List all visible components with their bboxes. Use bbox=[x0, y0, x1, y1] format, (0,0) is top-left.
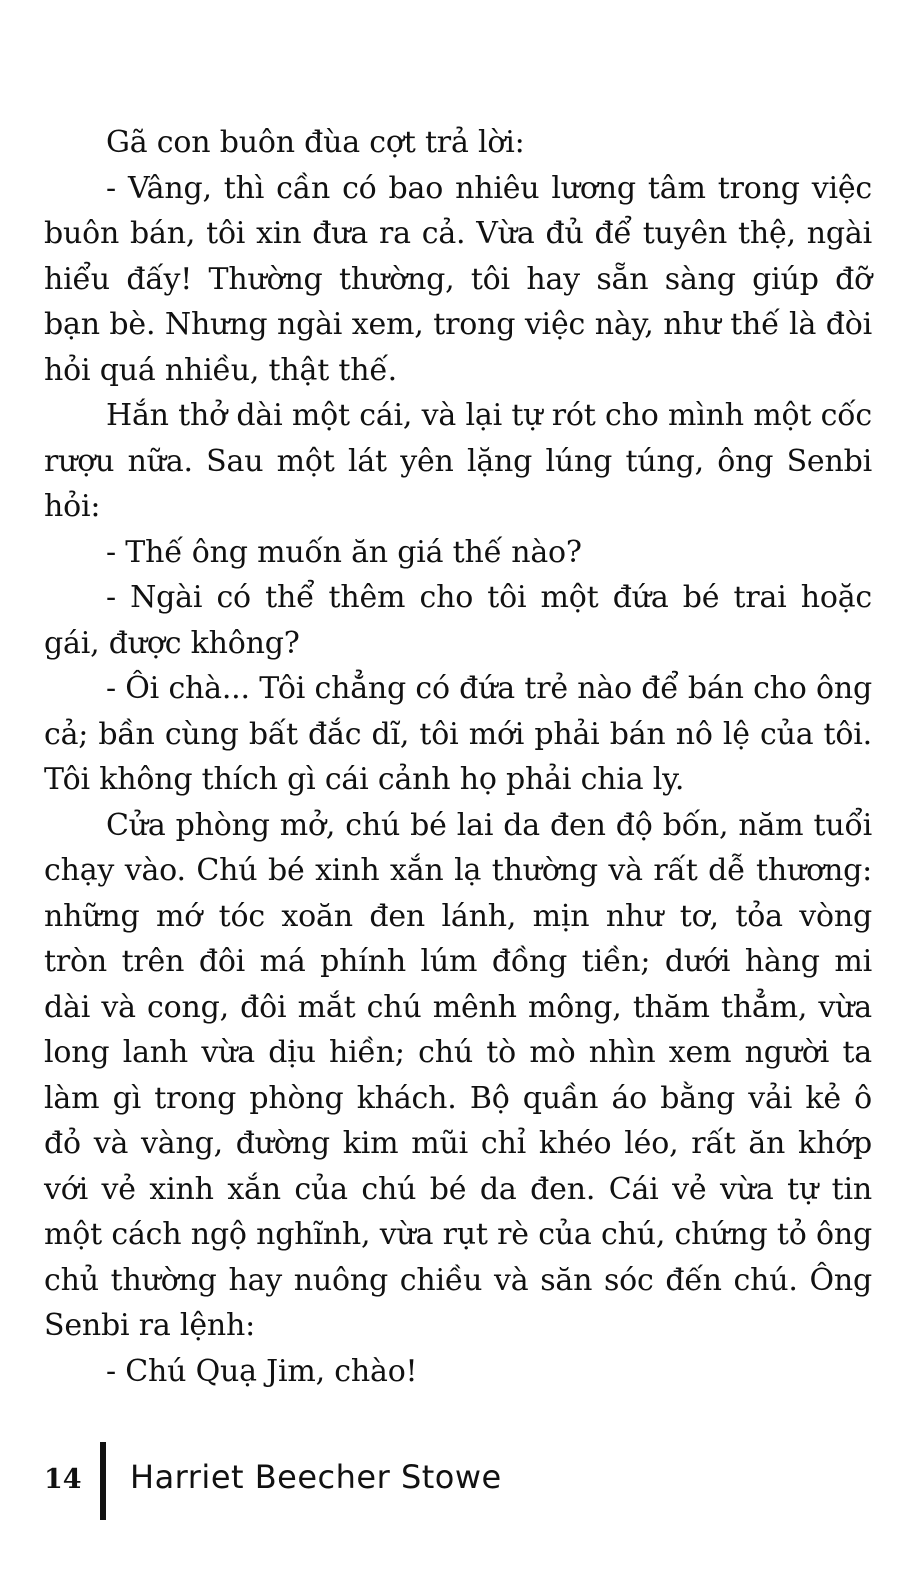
paragraph: - Chú Quạ Jim, chào! bbox=[106, 1353, 418, 1389]
paragraph: - Ngài có thể thêm cho tôi một đứa bé trai hoặc gái, được không? bbox=[44, 580, 872, 661]
page-number: 14 bbox=[44, 1464, 82, 1495]
paragraph: - Ôi chà... Tôi chẳng có đứa trẻ nào để bán cho ông cả; bần cùng bất đắc dĩ, tôi mới phải bán nô lệ của tôi. Tôi không thích gì cái cảnh họ phải chia ly. bbox=[44, 671, 872, 797]
footer-divider bbox=[100, 1442, 106, 1520]
running-footer-author: Harriet Beecher Stowe bbox=[130, 1458, 502, 1496]
page-footer bbox=[0, 1442, 916, 1522]
paragraph: Gã con buôn đùa cợt trả lời: bbox=[106, 125, 525, 160]
paragraph: - Vâng, thì cần có bao nhiêu lương tâm trong việc buôn bán, tôi xin đưa ra cả. Vừa đủ để tuyên thệ, ngài hiểu đấy! Thường thường, tôi hay sẵn sàng giúp đỡ bạn bè. Nhưng ngài xem, trong việc này, như thế là đòi hỏi quá nhiều, thật thế. bbox=[44, 170, 872, 388]
page-body bbox=[44, 120, 872, 1394]
paragraph: Hắn thở dài một cái, và lại tự rót cho mình một cốc rượu nữa. Sau một lát yên lặng lúng túng, ông Senbi hỏi: bbox=[44, 398, 872, 524]
paragraph: - Thế ông muốn ăn giá thế nào? bbox=[106, 534, 582, 570]
paragraph: Cửa phòng mở, chú bé lai da đen độ bốn, năm tuổi chạy vào. Chú bé xinh xắn lạ thường và rất dễ thương: những mớ tóc xoăn đen lánh, mịn như tơ, tỏa vòng tròn trên đôi má phính lúm đồng tiền; dưới hàng mi dài và cong, đôi mắt chú mênh mông, thăm thẳm, vừa long lanh vừa dịu hiền; chú tò mò nhìn xem người ta làm gì trong phòng khách. Bộ quần áo bằng vải kẻ ô đỏ và vàng, đường kim mũi chỉ khéo léo, rất ăn khớp với vẻ xinh xắn của chú bé da đen. Cái vẻ vừa tự tin một cách ngộ nghĩnh, vừa rụt rè của chú, chứng tỏ ông chủ thường hay nuông chiều và săn sóc đến chú. Ông Senbi ra lệnh: bbox=[44, 807, 872, 1343]
